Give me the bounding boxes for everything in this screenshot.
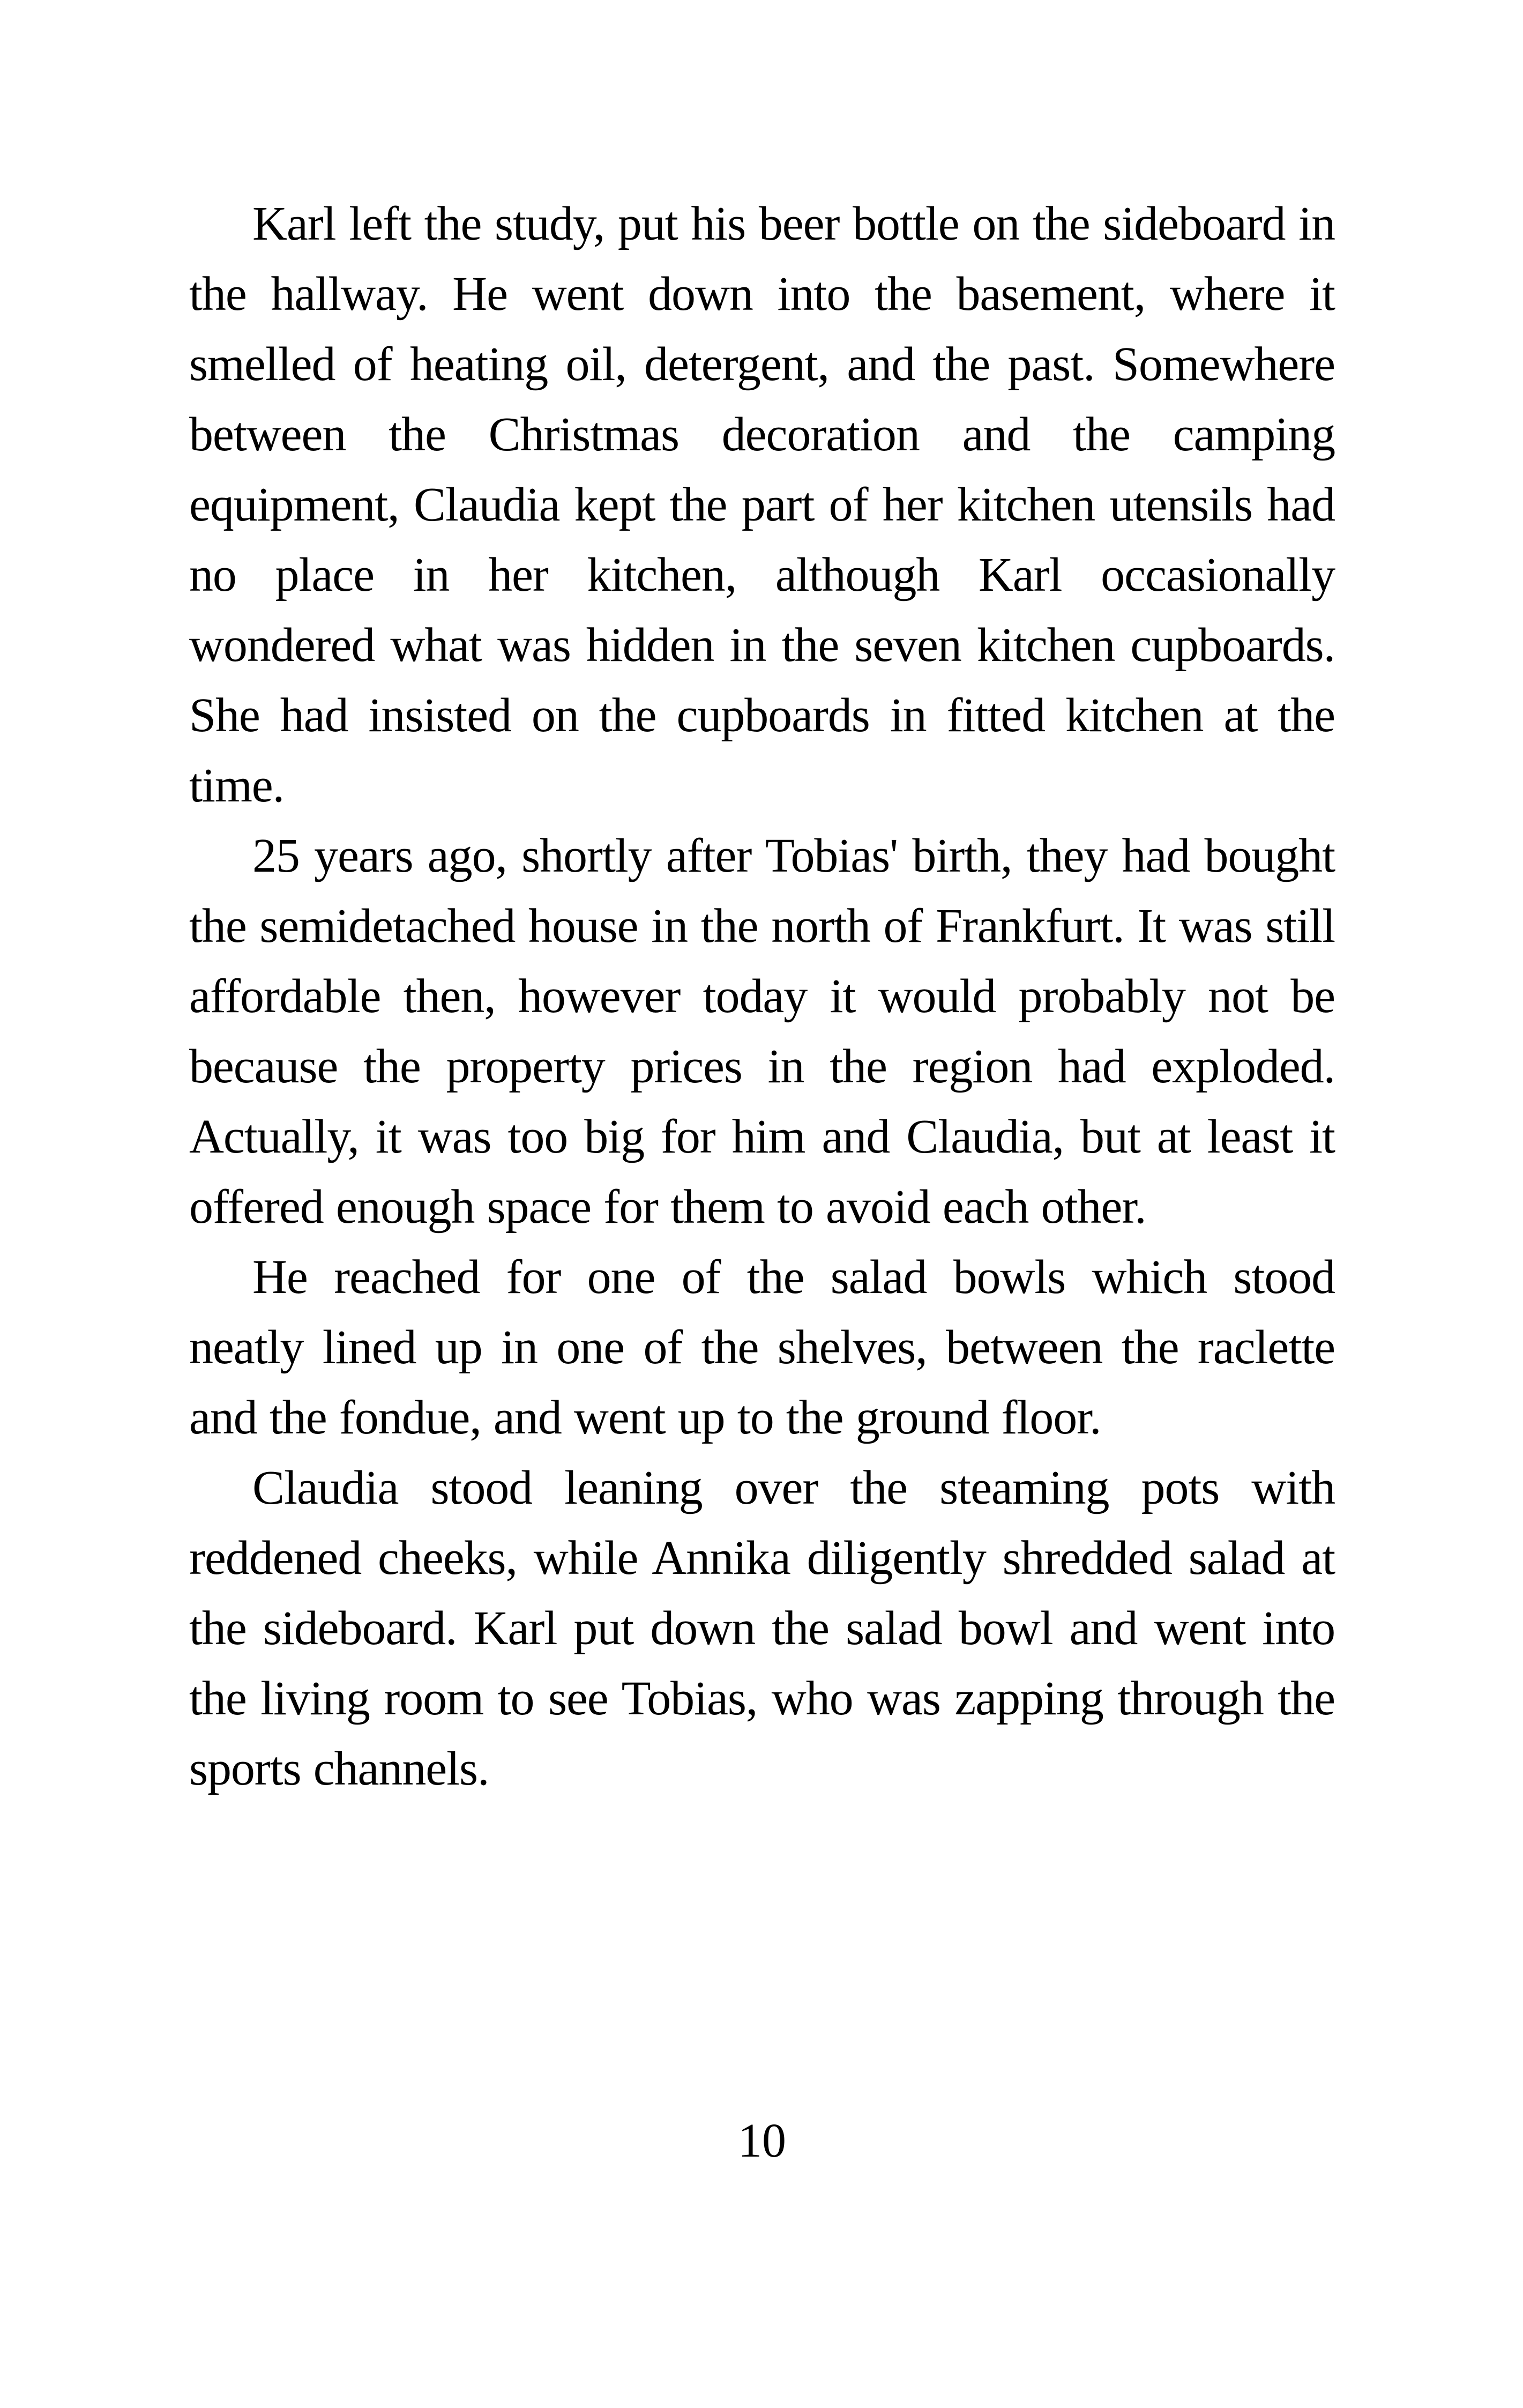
paragraph: He reached for one of the salad bowls which stood neatly lined up in one of the shelves, between the raclette and the fondue, and went up to the ground floor.: [189, 1251, 1335, 1444]
page-number: 10: [738, 2114, 786, 2167]
paragraph: Karl left the study, put his beer bottle on the sideboard in the hallway. He went down into the basement, where it smelled of heating oil, detergent, and the past. Somewhere between the Christmas decoration and the camping equipment, Claudia kept the part of her kitchen utensils had no place in her kitchen, although Karl occasionally wondered what was hidden in the seven kitchen cupboards. She had insisted on the cupboards in fitted kitchen at the time.: [189, 197, 1335, 812]
paragraph: 25 years ago, shortly after Tobias' birth, they had bought the semidetached house in the north of Frankfurt. It was still affordable then, however today it would probably not be because the property prices in the region had exploded. Actually, it was too big for him and Claudia, but at least it offered enough space for them to avoid each other.: [189, 829, 1335, 1233]
body-text: [189, 189, 1335, 1804]
paragraph: Claudia stood leaning over the steaming pots with reddened cheeks, while Annika diligently shredded salad at the sideboard. Karl put down the salad bowl and went into the living room to see Tobias, who was zapping through the sports channels.: [189, 1461, 1335, 1795]
